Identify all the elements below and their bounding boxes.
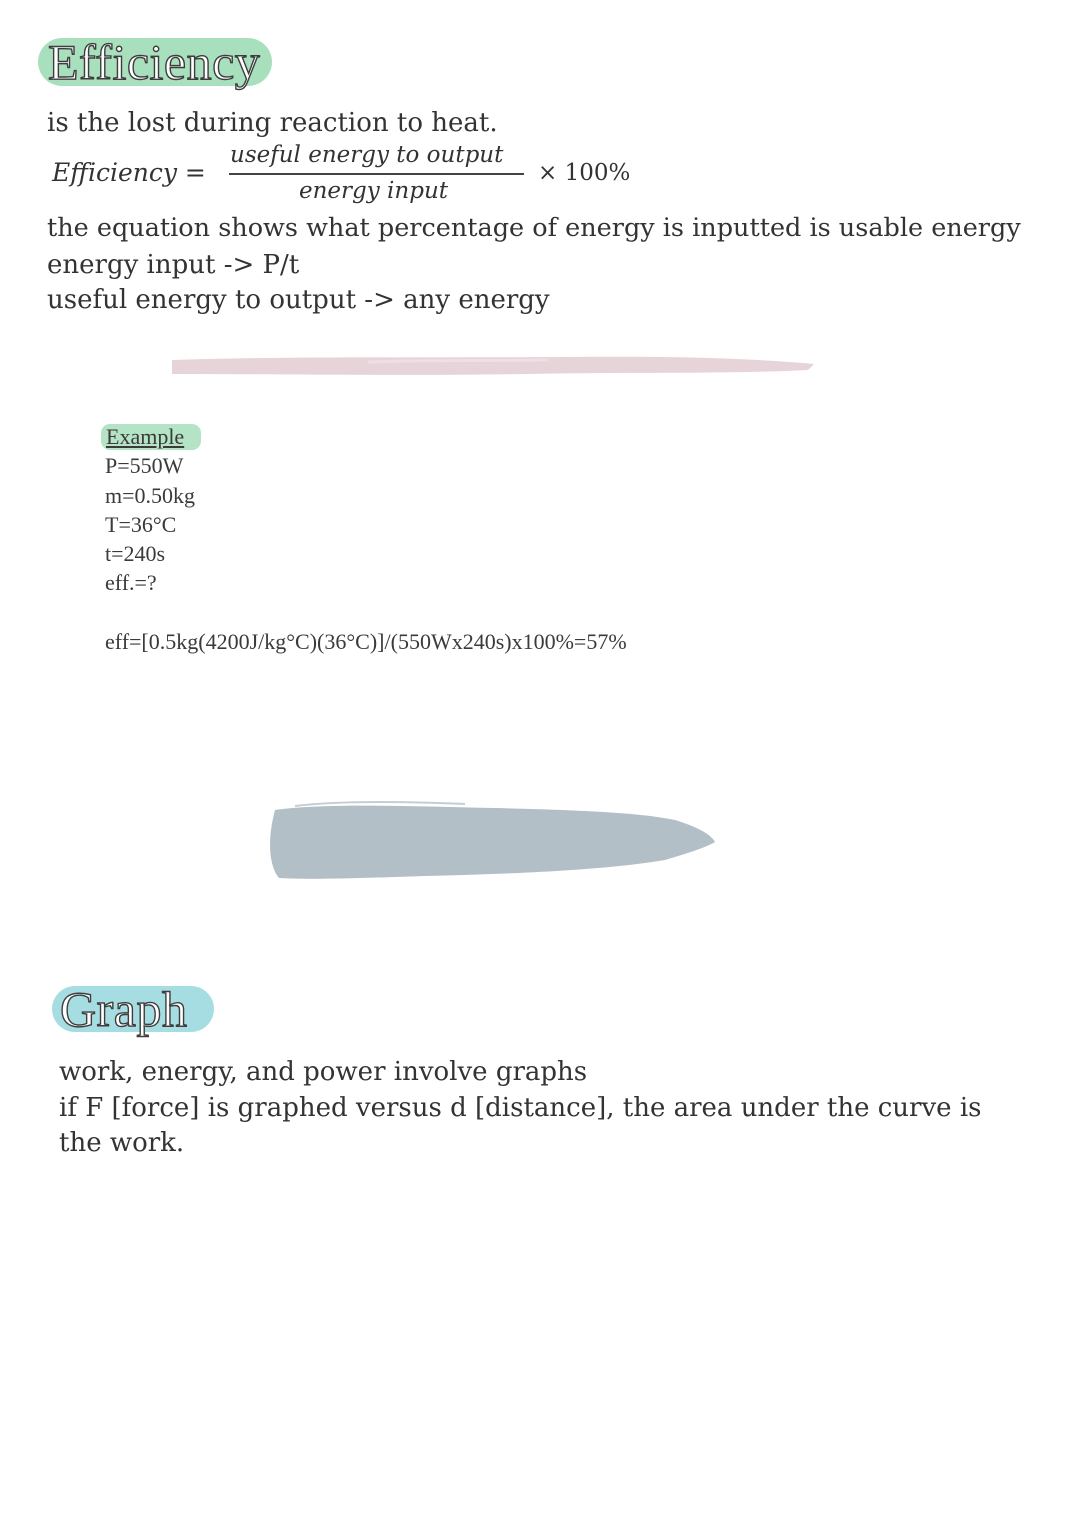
given-temperature: T=36°C [105, 512, 177, 537]
pink-brush-divider [168, 352, 818, 380]
given-power: P=550W [105, 453, 184, 478]
efficiency-heading: Efficiency [48, 34, 261, 90]
given-time: t=240s [105, 541, 166, 566]
fraction-bar [229, 173, 524, 175]
graph-line-2: if F [force] is graphed versus d [distance], the area under the curve is [59, 1093, 982, 1123]
efficiency-intro: is the lost during reaction to heat. [47, 108, 498, 138]
given-mass: m=0.50kg [105, 483, 196, 508]
energy-input-note: energy input -> P/t [47, 250, 300, 280]
graph-line-1: work, energy, and power involve graphs [59, 1057, 588, 1087]
graph-heading: Graph [60, 981, 188, 1037]
formula-denominator: energy input [299, 178, 449, 204]
formula-lhs: Efficiency = [52, 158, 206, 187]
useful-energy-note: useful energy to output -> any energy [47, 285, 550, 315]
formula-multiplier: × 100% [538, 160, 631, 186]
example-label: Example [106, 424, 185, 449]
gray-brush-divider [265, 800, 720, 884]
graph-line-3: the work. [59, 1128, 185, 1158]
efficiency-explanation: the equation shows what percentage of energy is inputted is usable energy [47, 213, 1021, 243]
given-efficiency: eff.=? [105, 570, 157, 595]
formula-numerator: useful energy to output [230, 142, 504, 168]
example-solution: eff=[0.5kg(4200J/kg°C)(36°C)]/(550Wx240s)x100%=57% [105, 629, 627, 654]
